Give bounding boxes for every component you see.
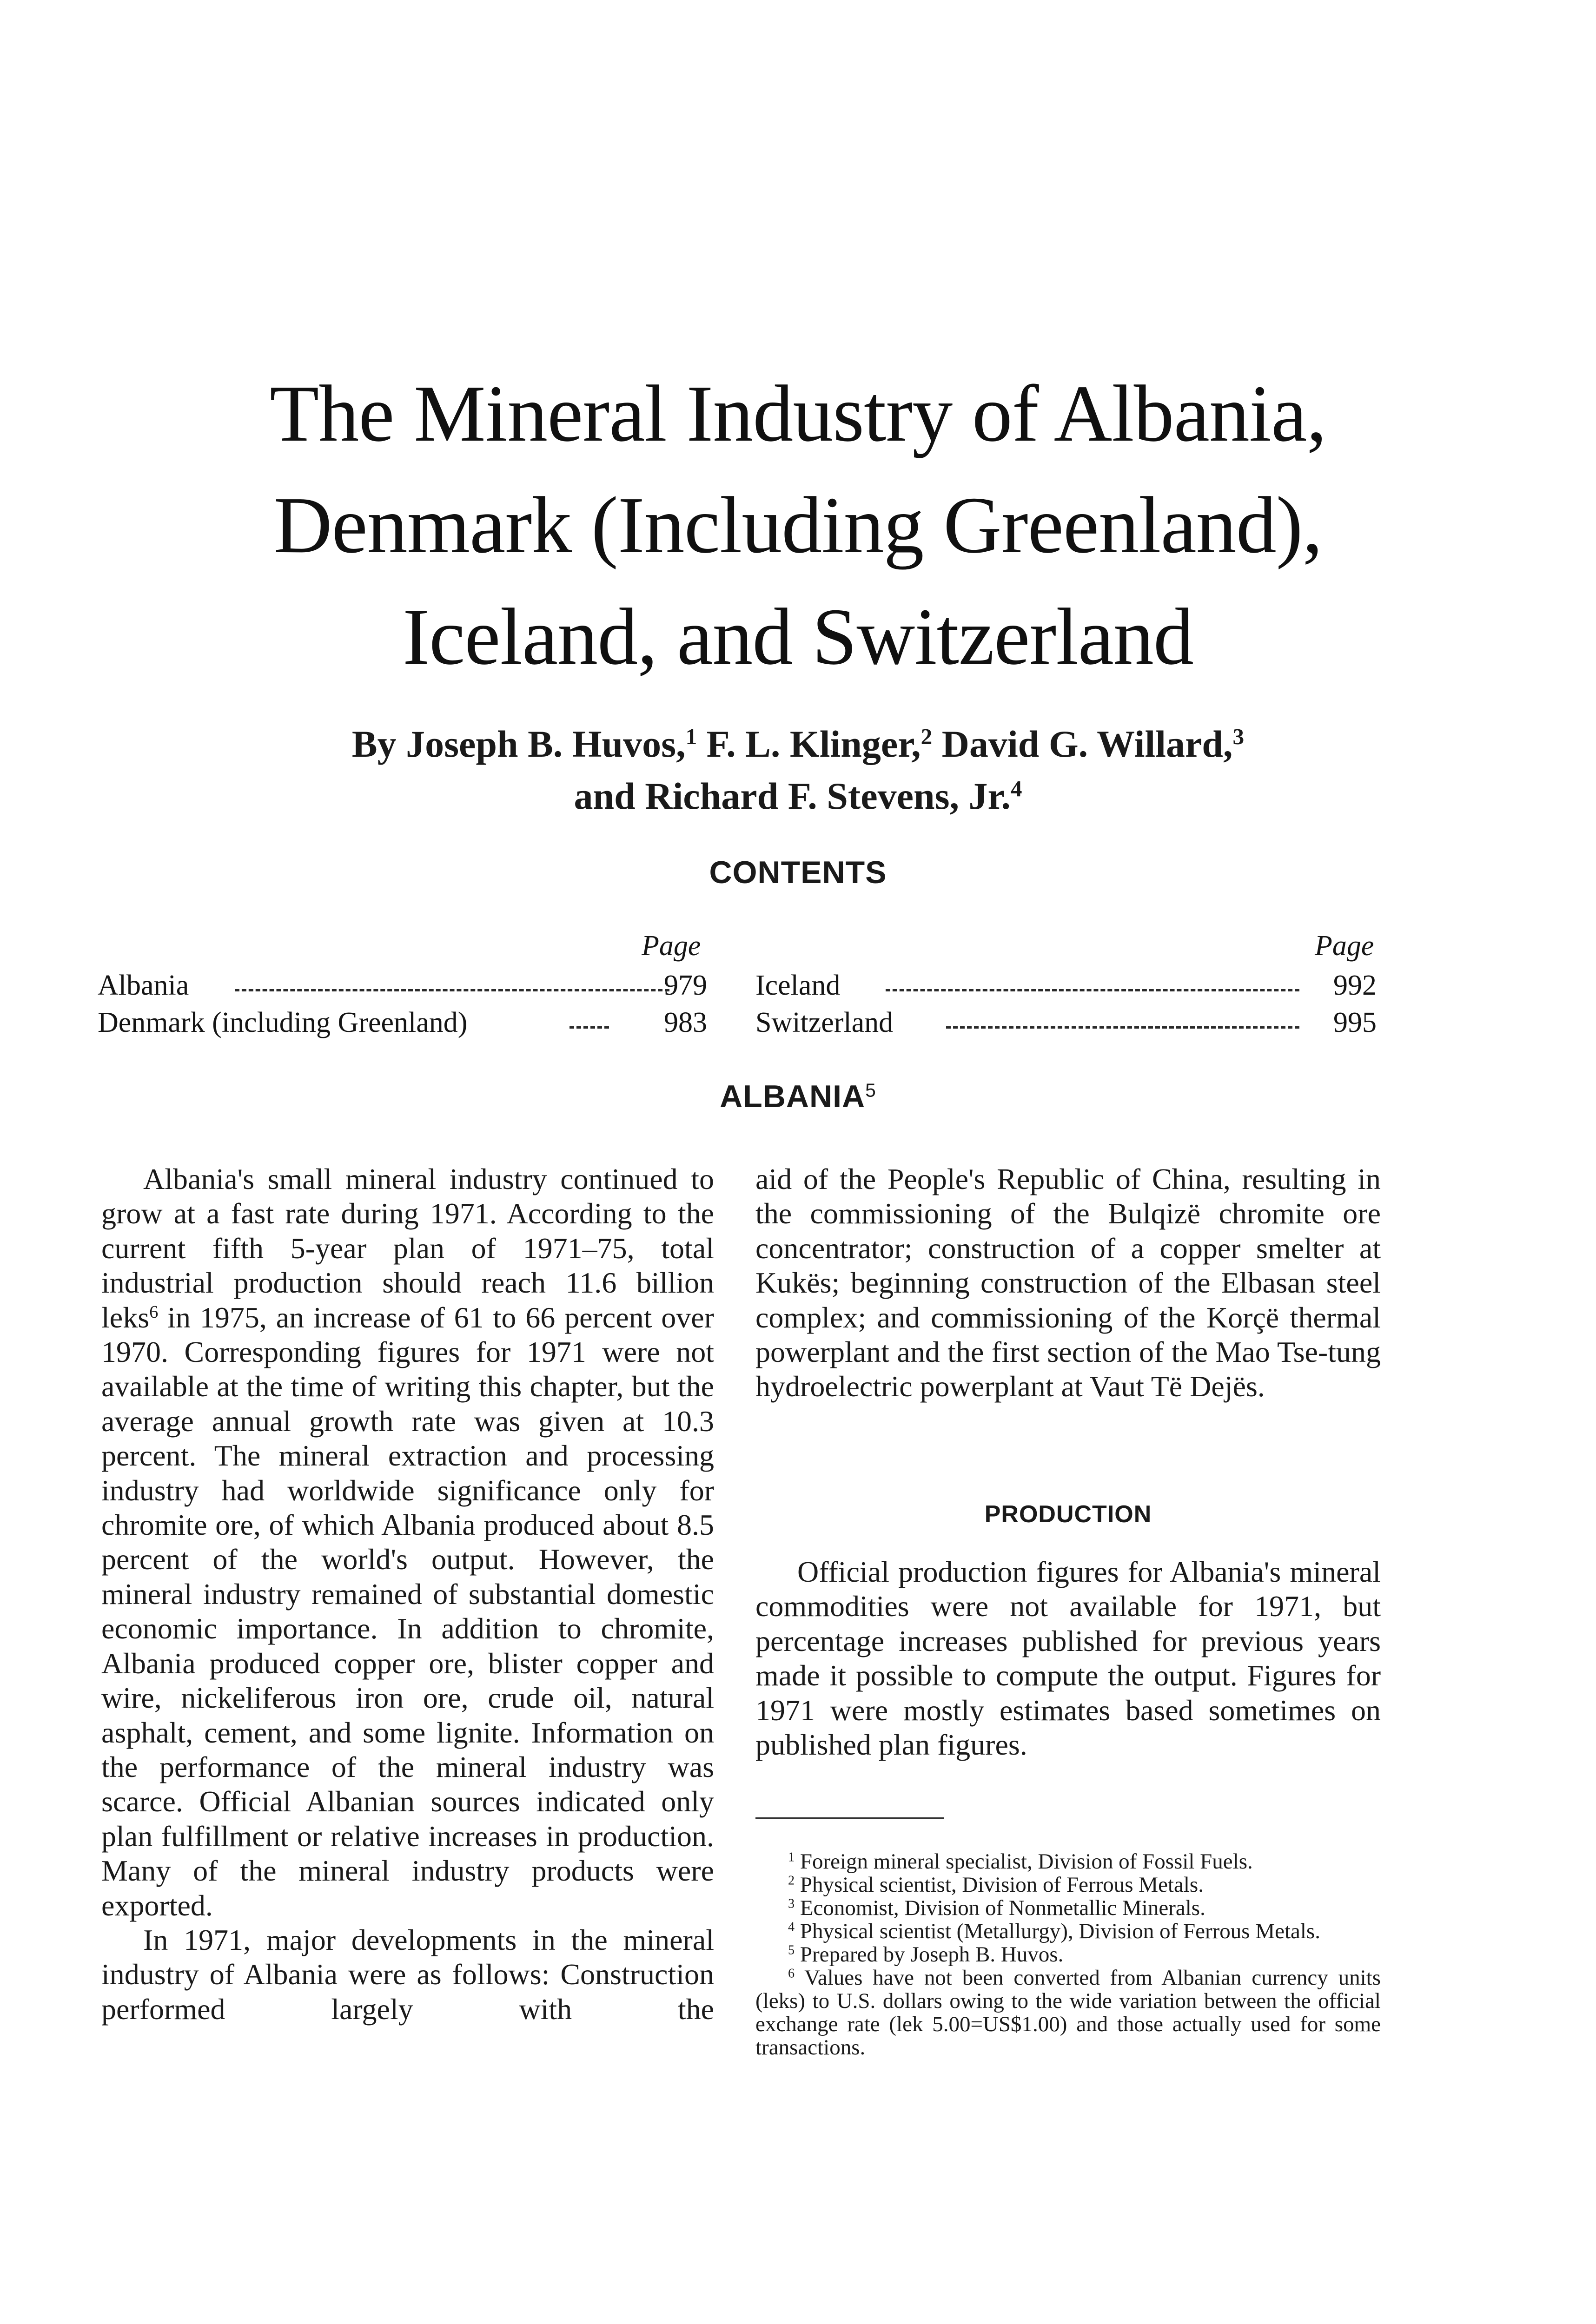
footnote-3 — [755, 1896, 1381, 1920]
toc-entry-page: 995 — [1333, 1007, 1377, 1038]
production-heading: PRODUCTION — [984, 1501, 1152, 1528]
toc-entry-label: Denmark (including Greenland) — [98, 1007, 468, 1038]
footnote-2 — [755, 1873, 1381, 1896]
footnote-mark: 1 — [788, 1850, 795, 1865]
footnote-ref-6: 6 — [149, 1302, 159, 1322]
toc-entry-page: 979 — [664, 970, 707, 1001]
left-column — [101, 1162, 714, 2027]
toc-entry-label: Switzerland — [755, 1007, 894, 1038]
footnote-1 — [755, 1850, 1381, 1873]
footnote-text: Prepared by Joseph B. Huvos. — [800, 1942, 1064, 1967]
toc-leader — [570, 1026, 609, 1029]
footnote-mark: 2 — [788, 1873, 795, 1888]
toc-leader — [946, 1026, 1299, 1029]
title-line-1: The Mineral Industry of Albania, — [270, 369, 1326, 458]
author-4: and Richard F. Stevens, Jr. — [574, 775, 1011, 817]
body-paragraph-2-continued: aid of the People's Republic of China, resulting in the commissioning of the Bulqizë chromite ore concentrator; construction of a copper smelter at Kukës; beginning construction of the Elbasan steel complex; and commissioning of the Korçë thermal powerplant and the first section of the Mao Tse-tung hydroelectric powerplant at Vaut Të Dejës. — [755, 1162, 1381, 1403]
footnote-ref-5: 5 — [865, 1079, 876, 1101]
title-line-3: Iceland, and Switzerland — [403, 592, 1193, 681]
toc-entry-switzerland[interactable] — [755, 1004, 1381, 1041]
author-2: F. L. Klinger, — [697, 723, 921, 765]
section-heading-text: ALBANIA — [720, 1079, 866, 1114]
author-byline — [0, 718, 1596, 822]
footnotes — [755, 1850, 1381, 2059]
toc-page-label-right: Page — [1315, 930, 1374, 962]
footnote-text: Physical scientist, Division of Ferrous Metals. — [800, 1873, 1204, 1897]
author-1: By Joseph B. Huvos, — [351, 723, 686, 765]
toc-entry-label: Albania — [98, 970, 189, 1001]
footnote-text: Values have not been converted from Albanian currency units (leks) to U.S. dollars owing to the wide variation between the official exchange rate (lek 5.00=US$1.00) and those actually used for some transactions. — [755, 1966, 1381, 2060]
paragraph-text: Albania's small mineral industry continued to grow at a fast rate during 1971. According to the current fifth 5-year plan of 1971–75, total industrial production should reach 11.6 billion leks — [101, 1162, 714, 1334]
footnote-ref-3: 3 — [1232, 723, 1245, 749]
footnote-mark: 6 — [788, 1966, 795, 1981]
footnote-text: Foreign mineral specialist, Division of Fossil Fuels. — [800, 1849, 1253, 1874]
toc-leader — [235, 989, 669, 991]
footnote-mark: 5 — [788, 1943, 795, 1958]
footnote-text: Economist, Division of Nonmetallic Minerals. — [800, 1896, 1205, 1920]
body-paragraph-1 — [101, 1162, 714, 1923]
author-3: David G. Willard, — [932, 723, 1233, 765]
section-heading-albania — [0, 1078, 1596, 1115]
right-column — [755, 1162, 1381, 1404]
footnote-text: Physical scientist (Metallurgy), Division of Ferrous Metals. — [800, 1919, 1321, 1943]
toc-entry-label: Iceland — [755, 970, 841, 1001]
toc-entry-iceland[interactable] — [755, 967, 1381, 1004]
toc-entry-page: 992 — [1333, 970, 1377, 1001]
toc-entry-denmark[interactable] — [98, 1004, 709, 1041]
footnote-4 — [755, 1920, 1381, 1943]
production-section — [755, 1555, 1381, 1762]
author-line-2 — [0, 770, 1596, 822]
footnote-mark: 3 — [788, 1896, 795, 1911]
title-line-2: Denmark (Including Greenland), — [273, 480, 1323, 570]
footnote-5 — [755, 1943, 1381, 1966]
footnote-6 — [755, 1966, 1381, 2059]
toc-entry-page: 983 — [664, 1007, 707, 1038]
footnote-mark: 4 — [788, 1920, 795, 1934]
page-title — [0, 358, 1596, 693]
toc-entry-albania[interactable] — [98, 967, 709, 1004]
footnote-divider — [755, 1817, 944, 1819]
author-line-1 — [0, 718, 1596, 770]
footnote-ref-2: 2 — [921, 723, 933, 749]
body-paragraph-3: Official production figures for Albania's mineral commodities were not available for 1971, but percentage increases published for previous years made it possible to compute the output. Figures for 1971 were mostly estimates based sometimes on published plan figures. — [755, 1555, 1381, 1762]
toc-leader — [886, 989, 1299, 991]
contents-heading: CONTENTS — [709, 855, 887, 890]
body-paragraph-2: In 1971, major developments in the mineral industry of Albania were as follows: Construction performed largely with the — [101, 1923, 714, 2026]
paragraph-text: in 1975, an increase of 61 to 66 percent over 1970. Corresponding figures for 1971 were not available at the time of writing this chapter, but the average annual growth rate was given at 10.3 percent. The mineral extraction and processing industry had worldwide significance only for chromite ore, of which Albania produced about 8.5 percent of the world's output. However, the mineral industry remained of substantial domestic economic importance. In addition to chromite, Albania produced copper ore, blister copper and wire, nickeliferous iron ore, crude oil, natural asphalt, cement, and some lignite. Information on the performance of the mineral industry was scarce. Official Albanian sources indicated only plan fulfillment or relative increases in production. Many of the mineral industry products were exported. — [101, 1301, 714, 1922]
footnote-ref-1: 1 — [685, 723, 697, 749]
footnote-ref-4: 4 — [1010, 775, 1022, 801]
toc-page-label-left: Page — [642, 930, 701, 962]
